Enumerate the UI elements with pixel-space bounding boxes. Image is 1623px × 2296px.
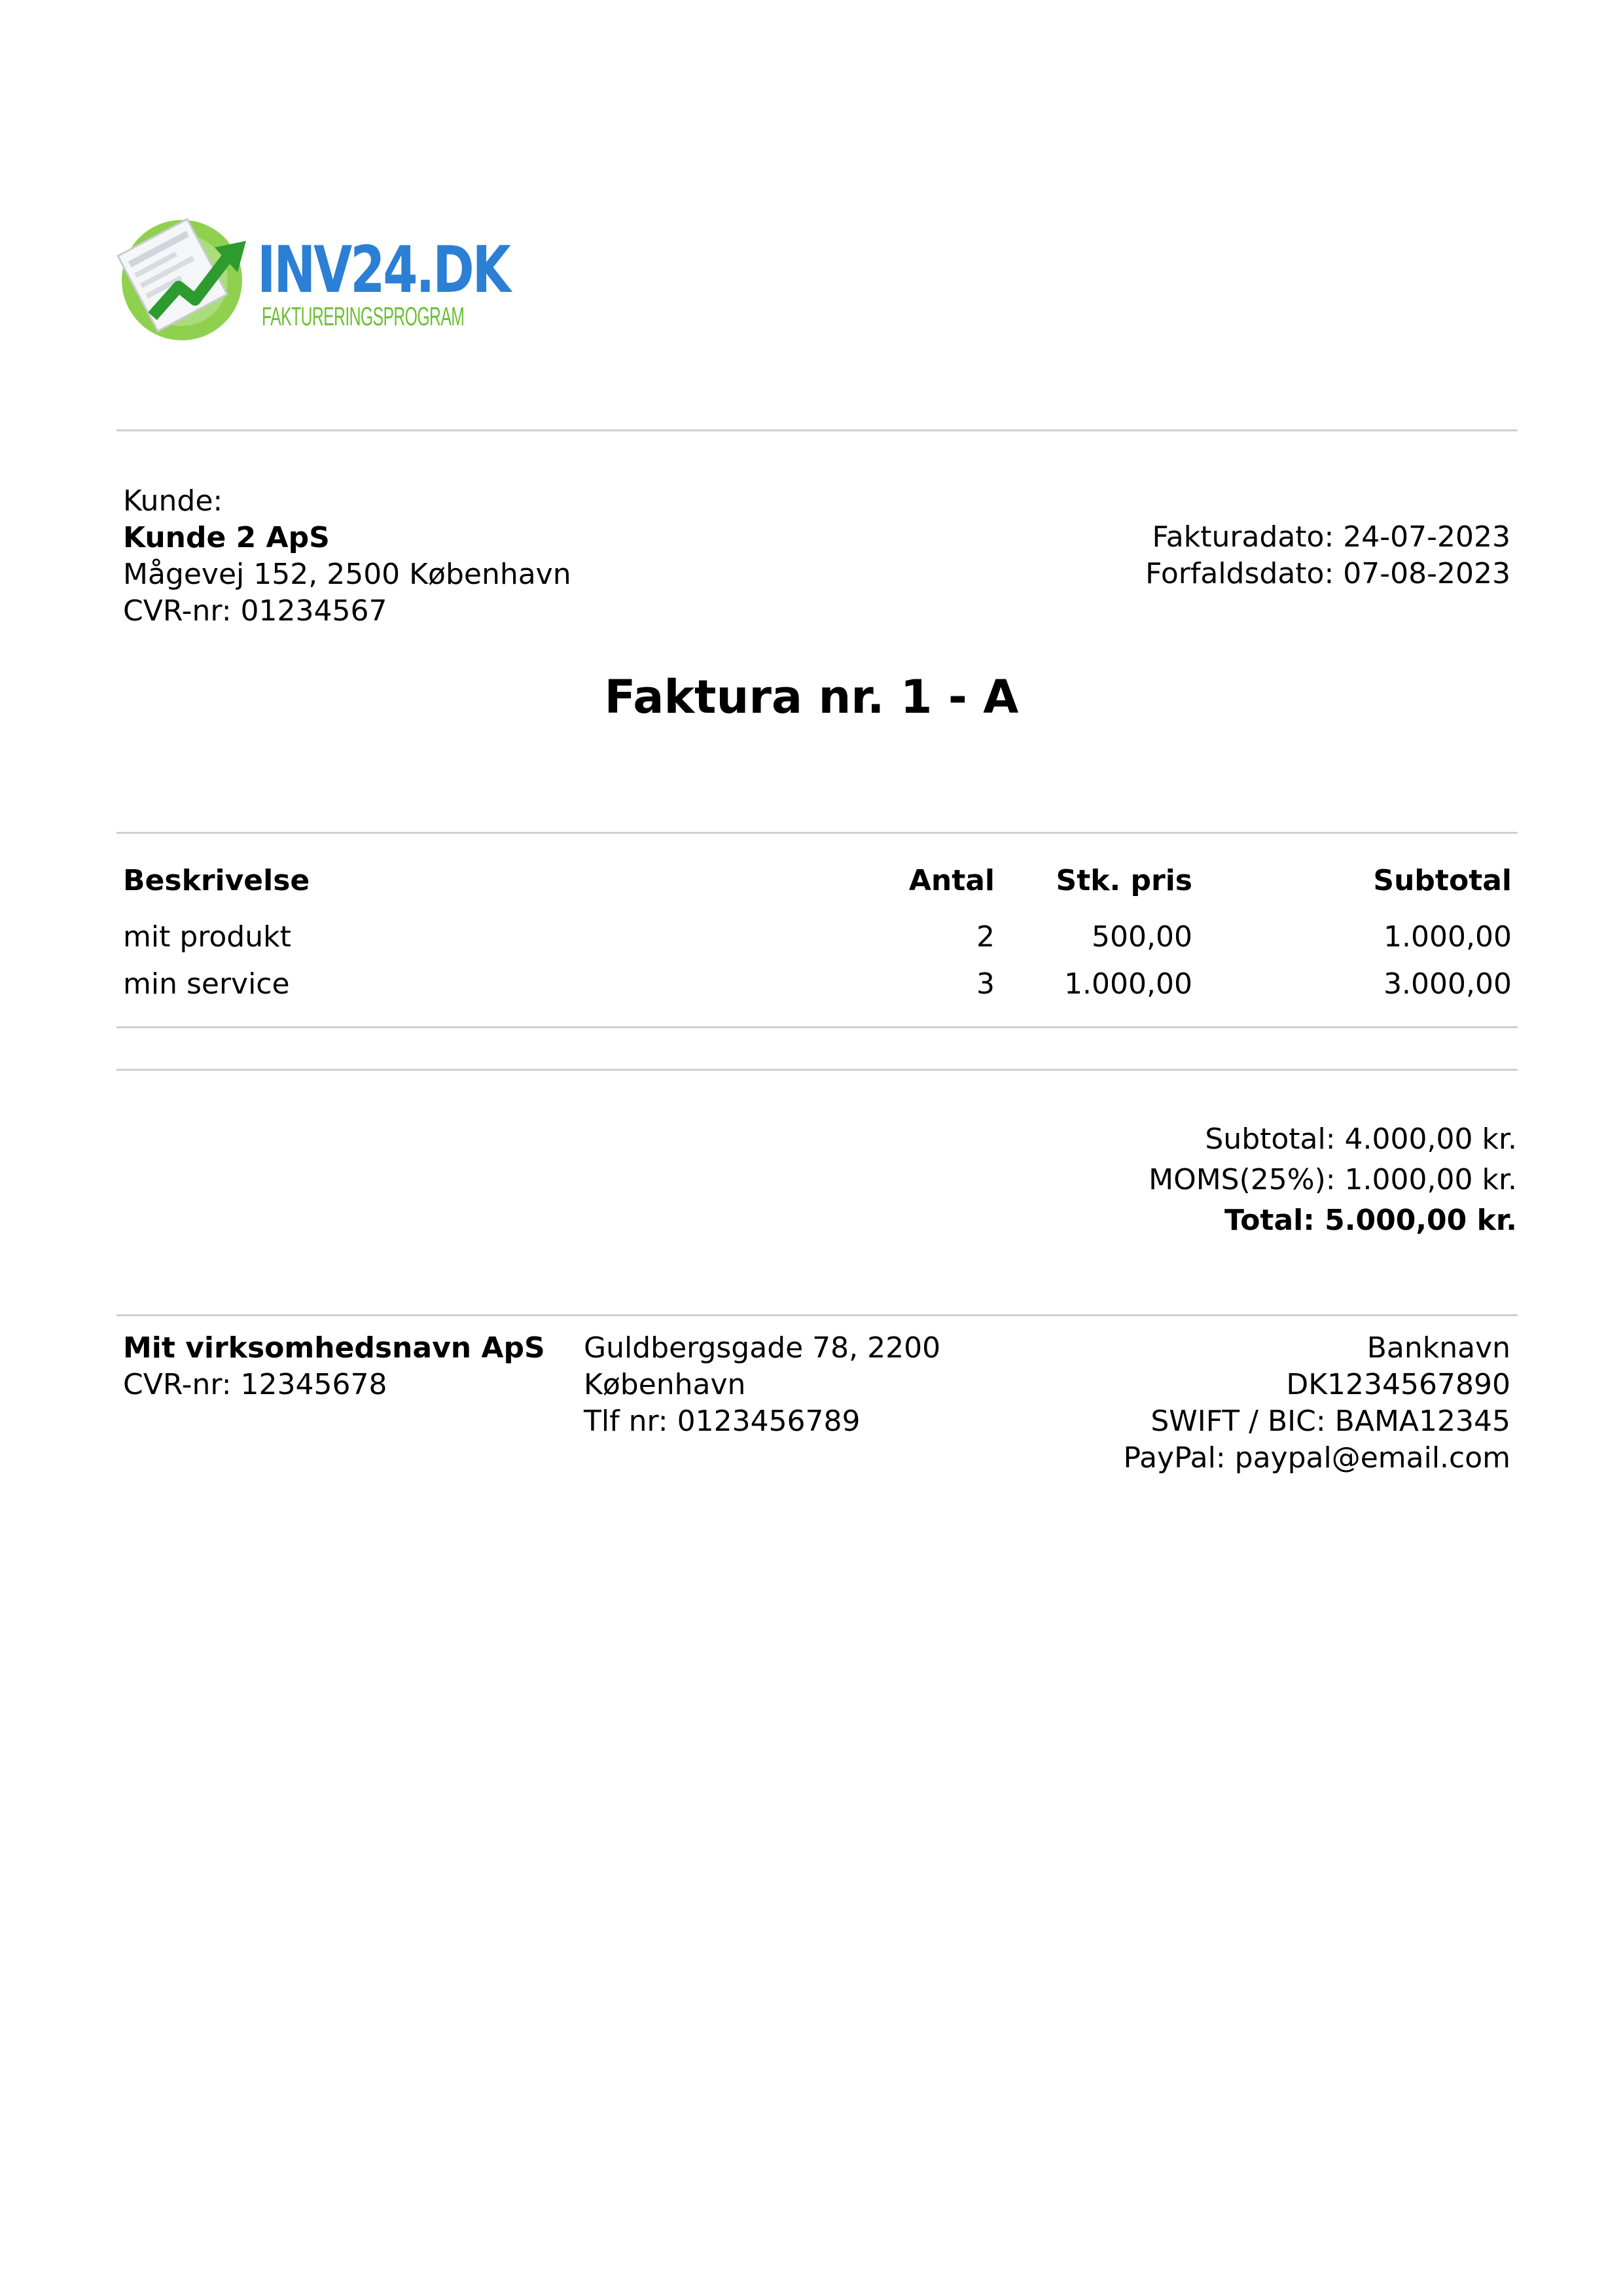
customer-block bbox=[123, 483, 571, 630]
footer-bank bbox=[1124, 1330, 1510, 1477]
row-subtotal: 1.000,00 bbox=[1383, 920, 1512, 954]
items-table bbox=[123, 863, 1512, 1013]
footer-swift: SWIFT / BIC: BAMA12345 bbox=[1150, 1405, 1510, 1438]
due-date: Forfaldsdato: 07-08-2023 bbox=[1145, 557, 1510, 590]
table-row bbox=[123, 966, 1512, 1013]
header-divider bbox=[116, 429, 1518, 431]
totals-total: Total: 5.000,00 kr. bbox=[1224, 1204, 1517, 1237]
customer-label: Kunde: bbox=[123, 484, 223, 518]
footer-phone: Tlf nr: 0123456789 bbox=[584, 1405, 861, 1438]
table-header-row bbox=[123, 863, 1512, 919]
footer-bank-name: Banknavn bbox=[1366, 1331, 1510, 1365]
totals-block bbox=[1149, 1119, 1517, 1241]
totals-vat: MOMS(25%): 1.000,00 kr. bbox=[1149, 1163, 1517, 1196]
invoice-dates bbox=[1145, 519, 1510, 592]
row-description: mit produkt bbox=[123, 920, 291, 954]
invoice-title: Faktura nr. 1 - A bbox=[604, 670, 1019, 724]
table-bottom-divider bbox=[116, 1026, 1518, 1028]
logo-brand-text: INV24.DK bbox=[257, 233, 509, 308]
table-row bbox=[123, 919, 1512, 966]
customer-cvr: CVR-nr: 01234567 bbox=[123, 594, 387, 628]
footer-account: DK1234567890 bbox=[1286, 1368, 1510, 1401]
footer-company bbox=[123, 1330, 545, 1403]
header-description: Beskrivelse bbox=[123, 864, 310, 897]
footer-address bbox=[584, 1330, 940, 1440]
company-logo bbox=[116, 208, 509, 346]
logo-tagline: FAKTURERINGSPROGRAM bbox=[262, 302, 465, 331]
row-quantity: 2 bbox=[976, 920, 995, 954]
footer-company-cvr: CVR-nr: 12345678 bbox=[123, 1368, 387, 1401]
row-subtotal: 3.000,00 bbox=[1383, 967, 1512, 1001]
table-top-divider bbox=[116, 832, 1518, 834]
footer-address-line2: København bbox=[584, 1368, 746, 1401]
row-description: min service bbox=[123, 967, 290, 1001]
invoice-chart-icon bbox=[116, 208, 254, 346]
invoice-date: Fakturadato: 24-07-2023 bbox=[1152, 520, 1510, 554]
footer-company-name: Mit virksomhedsnavn ApS bbox=[123, 1331, 545, 1365]
totals-divider bbox=[116, 1069, 1518, 1071]
row-unit-price: 500,00 bbox=[1092, 920, 1192, 954]
footer-address-line1: Guldbergsgade 78, 2200 bbox=[584, 1331, 941, 1365]
footer-paypal: PayPal: paypal@email.com bbox=[1123, 1441, 1510, 1475]
row-quantity: 3 bbox=[976, 967, 995, 1001]
header-unit-price: Stk. pris bbox=[1056, 864, 1192, 897]
totals-subtotal: Subtotal: 4.000,00 kr. bbox=[1205, 1122, 1517, 1156]
row-unit-price: 1.000,00 bbox=[1064, 967, 1192, 1001]
customer-name: Kunde 2 ApS bbox=[123, 521, 330, 554]
footer-divider bbox=[116, 1314, 1518, 1316]
customer-address: Mågevej 152, 2500 København bbox=[123, 558, 571, 591]
header-quantity: Antal bbox=[908, 864, 995, 897]
header-subtotal: Subtotal bbox=[1373, 864, 1512, 897]
